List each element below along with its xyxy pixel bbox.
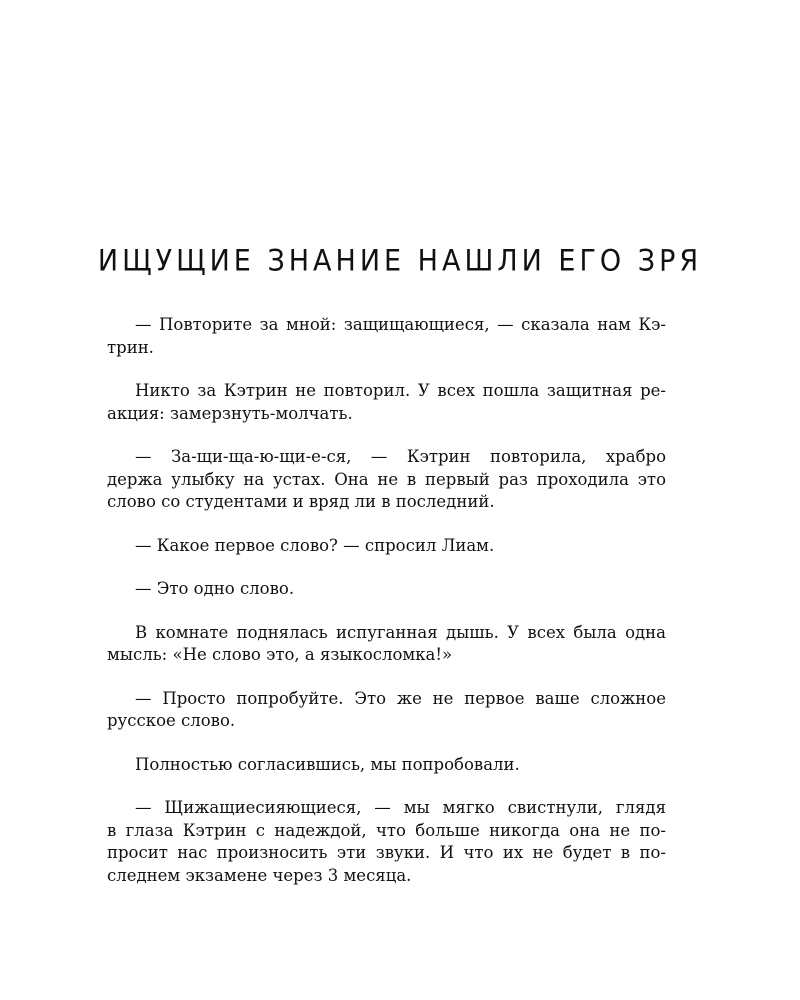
paragraph-line: держа улыбку на устах. Она не в первый раз проходила это <box>107 469 666 489</box>
paragraph-line: трин. <box>107 337 154 357</box>
paragraph <box>107 622 666 667</box>
paragraph-line: — Повторите за мной: защищающиеся, — сказала нам Кэ- <box>135 315 666 334</box>
paragraph-line: Полностью согласившись, мы попробовали. <box>135 754 520 774</box>
paragraph <box>107 535 666 558</box>
paragraph-line: В комнате поднялась испуганная дышь. У всех была одна <box>135 622 666 642</box>
paragraph <box>107 578 666 601</box>
chapter-title: ИЩУЩИЕ ЗНАНИЕ НАШЛИ ЕГО ЗРЯ <box>97 244 703 279</box>
paragraph-line: мысль: «Не слово это, а языкосломка!» <box>107 645 453 664</box>
paragraph <box>107 797 666 887</box>
paragraph <box>107 446 666 514</box>
paragraph-line: следнем экзамене через 3 месяца. <box>107 865 412 885</box>
chapter-body <box>107 314 666 908</box>
paragraph-line: — Какое первое слово? — спросил Лиам. <box>135 535 495 555</box>
paragraph-line: — Просто попробуйте. Это же не первое ваше сложное <box>135 688 666 708</box>
paragraph-line: Никто за Кэтрин не повторил. У всех пошла защитная ре- <box>135 381 666 400</box>
paragraph <box>107 380 666 425</box>
paragraph-line: в глаза Кэтрин с надеждой, что больше никогда она не по- <box>107 820 666 840</box>
paragraph <box>107 314 666 359</box>
paragraph-line: — За-щи-ща-ю-щи-е-ся, — Кэтрин повторила, храбро <box>135 447 666 466</box>
paragraph-line: — Это одно слово. <box>135 579 295 598</box>
paragraph-line: — Щижащиесияющиеся, — мы мягко свистнули, глядя <box>135 798 666 817</box>
paragraph-line: слово со студентами и вряд ли в последний. <box>107 492 495 511</box>
paragraph <box>107 754 666 777</box>
paragraph-line: русское слово. <box>107 711 236 730</box>
paragraph-line: акция: замерзнуть-молчать. <box>107 403 353 423</box>
paragraph-line: просит нас произносить эти звуки. И что их не будет в по- <box>107 843 666 862</box>
paragraph <box>107 688 666 733</box>
